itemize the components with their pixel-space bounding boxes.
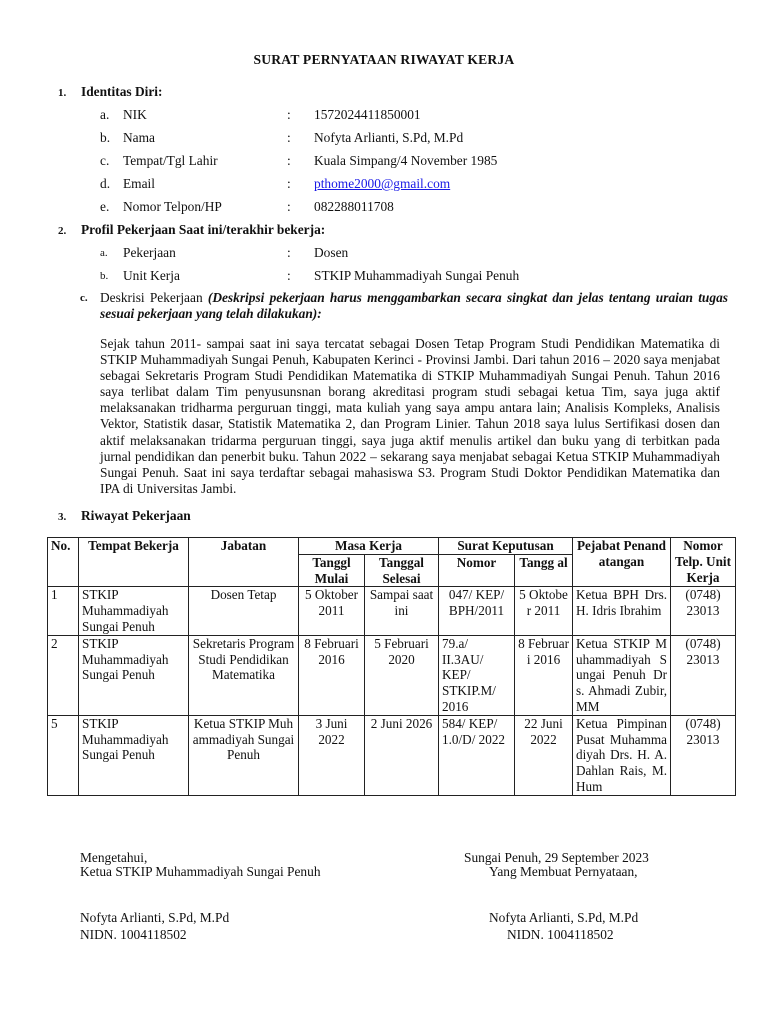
item-colon: : <box>287 130 291 145</box>
cell-selesai: 5 Februari 2020 <box>365 635 439 715</box>
section-number: 2. <box>58 225 67 237</box>
item-label: Email <box>123 176 155 191</box>
cell-telp: (0748) 23013 <box>671 635 736 715</box>
cell-tanggal: 5 Oktober 2011 <box>515 587 573 635</box>
work-history-table <box>47 537 736 796</box>
cell-nomor: 79.a/ II.3AU/ KEP/ STKIP.M/ 2016 <box>439 635 515 715</box>
header-jabatan: Jabatan <box>189 538 299 587</box>
item-colon: : <box>287 176 291 191</box>
item-label: Nomor Telpon/HP <box>123 199 222 214</box>
item-label: Nama <box>123 130 155 145</box>
cell-jabatan: Ketua STKIP Muhammadiyah Sungai Penuh <box>189 715 299 795</box>
item-letter: c. <box>80 292 88 304</box>
left-signature-nidn: NIDN. 1004118502 <box>80 927 187 942</box>
section-number: 1. <box>58 87 67 99</box>
item-letter: d. <box>100 176 111 191</box>
item-colon: : <box>287 245 291 260</box>
header-tanggal: Tangg al <box>515 554 573 587</box>
cell-tempat: STKIP Muhammadiyah Sungai Penuh <box>79 715 189 795</box>
cell-selesai: Sampai saat ini <box>365 587 439 635</box>
cell-nomor: 584/ KEP/ 1.0/D/ 2022 <box>439 715 515 795</box>
job-description-title <box>100 290 728 323</box>
left-signature-name: Nofyta Arlianti, S.Pd, M.Pd <box>80 910 230 925</box>
identity-row-ttl <box>100 153 740 171</box>
email-link[interactable]: pthome2000@gmail.com <box>314 176 451 191</box>
item-letter: b. <box>100 130 111 145</box>
section-number: 3. <box>58 511 67 523</box>
section-riwayat-heading <box>58 508 191 524</box>
profile-row-pekerjaan <box>100 245 740 263</box>
right-signature-date: Sungai Penuh, 29 September 2023 <box>464 850 649 865</box>
header-telp: Nomor Telp. Unit Kerja <box>671 538 736 587</box>
item-letter: e. <box>100 199 110 214</box>
job-description-note: (Deskripsi pekerjaan harus menggambarkan secara singkat dan jelas tentang uraian tugas sesuai pekerjaan yang telah dilakukan): <box>100 290 728 322</box>
table-row <box>48 635 736 715</box>
cell-mulai: 5 Oktober 2011 <box>299 587 365 635</box>
cell-telp: (0748) 23013 <box>671 587 736 635</box>
right-signature-line2: Yang Membuat Pernyataan, <box>489 864 638 879</box>
item-colon: : <box>287 153 291 168</box>
table-row <box>48 587 736 635</box>
cell-nomor: 047/ KEP/ BPH/2011 <box>439 587 515 635</box>
cell-pejabat: Ketua STKIP Muhammadiyah Sungai Penuh Drs. Ahmadi Zubir, MM <box>573 635 671 715</box>
job-description-paragraph: Sejak tahun 2011- sampai saat ini saya tercatat sebagai Dosen Tetap Program Studi Pendidikan Matematika di STKIP Muhammadiyah Sungai Penuh, Kabupaten Kerinci - Provinsi Jambi. Dari tahun 2016 – 2020 saya menjabat sebagai Sekretaris Program Studi Pendidikan Matematika di STKIP Muhammadiyah Sungai Penuh. Tahun 2016 saya terlibat dalam Tim penyusunsnan borang akreditasi program studi sebagai ketua Tim, saya juga aktif melaksanakan tridharma perguruan tinggi, mata kuliah yang saya ampu antara lain; Analisis Kompleks, Analisis Vektor, Statistik dasar, Statistik Matematika 2, dan Program Linier. Tahun 2018 saya lulus Sertifikasi dosen dan aktif melaksanakan tridarma perguruan tinggi, saya juga aktif menulis artikel dan buku yang di terbitkan pada jurnal pendidikan dan penerbit buku. Tahun 2022 – sekarang saya menjabat sebagai Ketua STKIP Muhammadiyah Sungai Penuh. Saat ini saya terdaftar sebagai mahasiswa S3. Program Studi Doktor Pendidikan Matematika dan IPA di Universitas Jambi. <box>100 336 720 496</box>
cell-jabatan: Sekretaris Program Studi Pendidikan Matematika <box>189 635 299 715</box>
cell-pejabat: Ketua BPH Drs. H. Idris Ibrahim <box>573 587 671 635</box>
item-letter: b. <box>100 270 109 282</box>
item-value: 1572024411850001 <box>314 107 421 122</box>
cell-selesai: 2 Juni 2026 <box>365 715 439 795</box>
cell-no: 2 <box>48 635 79 715</box>
item-letter: a. <box>100 107 110 122</box>
section-title: Profil Pekerjaan Saat ini/terakhir bekerja: <box>81 222 326 237</box>
item-colon: : <box>287 268 291 283</box>
cell-tempat: STKIP Muhammadiyah Sungai Penuh <box>79 635 189 715</box>
identity-row-nik <box>100 107 740 125</box>
identity-row-nama <box>100 130 740 148</box>
item-colon: : <box>287 199 291 214</box>
header-nomor: Nomor <box>439 554 515 587</box>
profile-row-unit-kerja <box>100 268 740 286</box>
item-value: Kuala Simpang/4 November 1985 <box>314 153 498 168</box>
cell-tanggal: 22 Juni 2022 <box>515 715 573 795</box>
cell-telp: (0748) 23013 <box>671 715 736 795</box>
item-label: Pekerjaan <box>123 245 176 260</box>
item-letter: a. <box>100 247 108 259</box>
section-title: Riwayat Pekerjaan <box>81 508 191 523</box>
header-masa-kerja: Masa Kerja <box>299 538 439 555</box>
cell-tanggal: 8 Februari 2016 <box>515 635 573 715</box>
item-value: Nofyta Arlianti, S.Pd, M.Pd <box>314 130 464 145</box>
section-profil-heading <box>58 222 325 238</box>
cell-tempat: STKIP Muhammadiyah Sungai Penuh <box>79 587 189 635</box>
left-signature-line2: Ketua STKIP Muhammadiyah Sungai Penuh <box>80 864 321 879</box>
right-signature-nidn: NIDN. 1004118502 <box>507 927 614 942</box>
item-label: Unit Kerja <box>123 268 180 283</box>
cell-no: 1 <box>48 587 79 635</box>
header-surat-keputusan: Surat Keputusan <box>439 538 573 555</box>
cell-pejabat: Ketua Pimpinan Pusat Muhammadiyah Drs. H. A. Dahlan Rais, M.Hum <box>573 715 671 795</box>
header-mulai: Tanggl Mulai <box>299 554 365 587</box>
item-value: Dosen <box>314 245 349 260</box>
left-signature-line1: Mengetahui, <box>80 850 148 865</box>
cell-jabatan: Dosen Tetap <box>189 587 299 635</box>
section-identitas-heading <box>58 84 162 100</box>
cell-mulai: 8 Februari 2016 <box>299 635 365 715</box>
header-no: No. <box>48 538 79 587</box>
section-title: Identitas Diri: <box>81 84 163 99</box>
header-selesai: Tanggal Selesai <box>365 554 439 587</box>
item-value: 082288011708 <box>314 199 394 214</box>
identity-row-email <box>100 176 740 194</box>
cell-mulai: 3 Juni 2022 <box>299 715 365 795</box>
item-letter: c. <box>100 153 110 168</box>
item-value: STKIP Muhammadiyah Sungai Penuh <box>314 268 520 283</box>
table-row <box>48 715 736 795</box>
header-tempat: Tempat Bekerja <box>79 538 189 587</box>
identity-row-telpon <box>100 199 740 217</box>
item-label: NIK <box>123 107 147 122</box>
right-signature-name: Nofyta Arlianti, S.Pd, M.Pd <box>489 910 639 925</box>
document-title: SURAT PERNYATAAN RIWAYAT KERJA <box>253 52 515 67</box>
cell-no: 5 <box>48 715 79 795</box>
job-description-label: Deskrisi Pekerjaan <box>100 290 203 305</box>
item-colon: : <box>287 107 291 122</box>
header-pejabat <box>573 538 671 587</box>
header-pejabat-text: Pejabat Penandatangan <box>577 538 667 569</box>
item-label: Tempat/Tgl Lahir <box>123 153 218 168</box>
